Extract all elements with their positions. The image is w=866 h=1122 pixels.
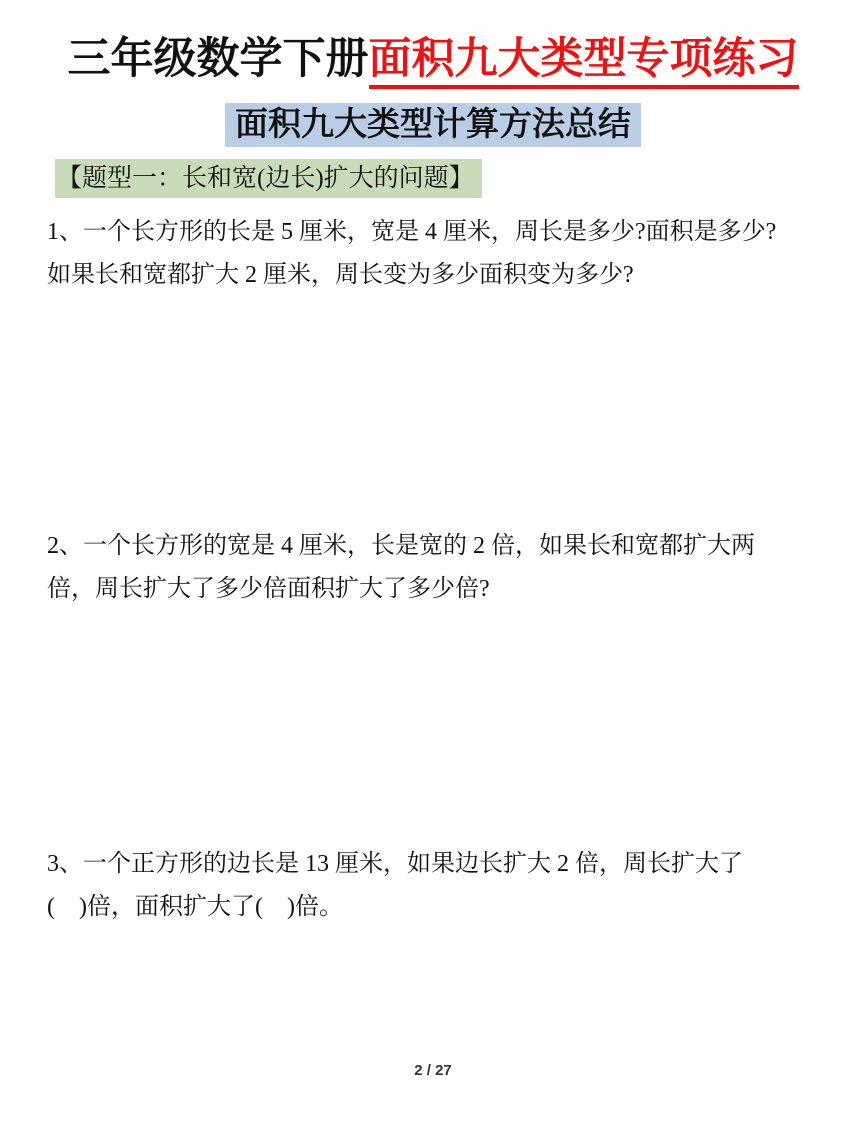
section-header: 【题型一：长和宽(边长)扩大的问题】	[55, 159, 482, 198]
question-3-line-1: 3、一个正方形的边长是 13 厘米，如果边长扩大 2 倍，周长扩大了	[47, 851, 743, 877]
page-title	[0, 30, 866, 90]
title-topic-text: 面积九大类型专项练习	[369, 36, 799, 89]
title-volume-text: 三年级数学下册	[67, 36, 369, 83]
question-3	[47, 843, 825, 929]
section-header-row	[55, 159, 482, 198]
page-number: 2 / 27	[414, 1062, 452, 1079]
question-3-line-2: ( )倍，面积扩大了( )倍。	[47, 894, 343, 920]
subtitle-highlight: 面积九大类型计算方法总结	[225, 103, 641, 147]
subtitle-row	[0, 103, 866, 147]
question-2-line-1: 2、一个长方形的宽是 4 厘米，长是宽的 2 倍，如果长和宽都扩大两	[47, 533, 755, 559]
question-1	[47, 211, 825, 297]
question-2-line-2: 倍，周长扩大了多少倍面积扩大了多少倍?	[47, 576, 490, 602]
question-2	[47, 525, 825, 611]
question-1-line-2: 如果长和宽都扩大 2 厘米，周长变为多少面积变为多少?	[47, 262, 634, 288]
question-1-line-1: 1、一个长方形的长是 5 厘米，宽是 4 厘米，周长是多少?面积是多少?	[47, 219, 777, 245]
